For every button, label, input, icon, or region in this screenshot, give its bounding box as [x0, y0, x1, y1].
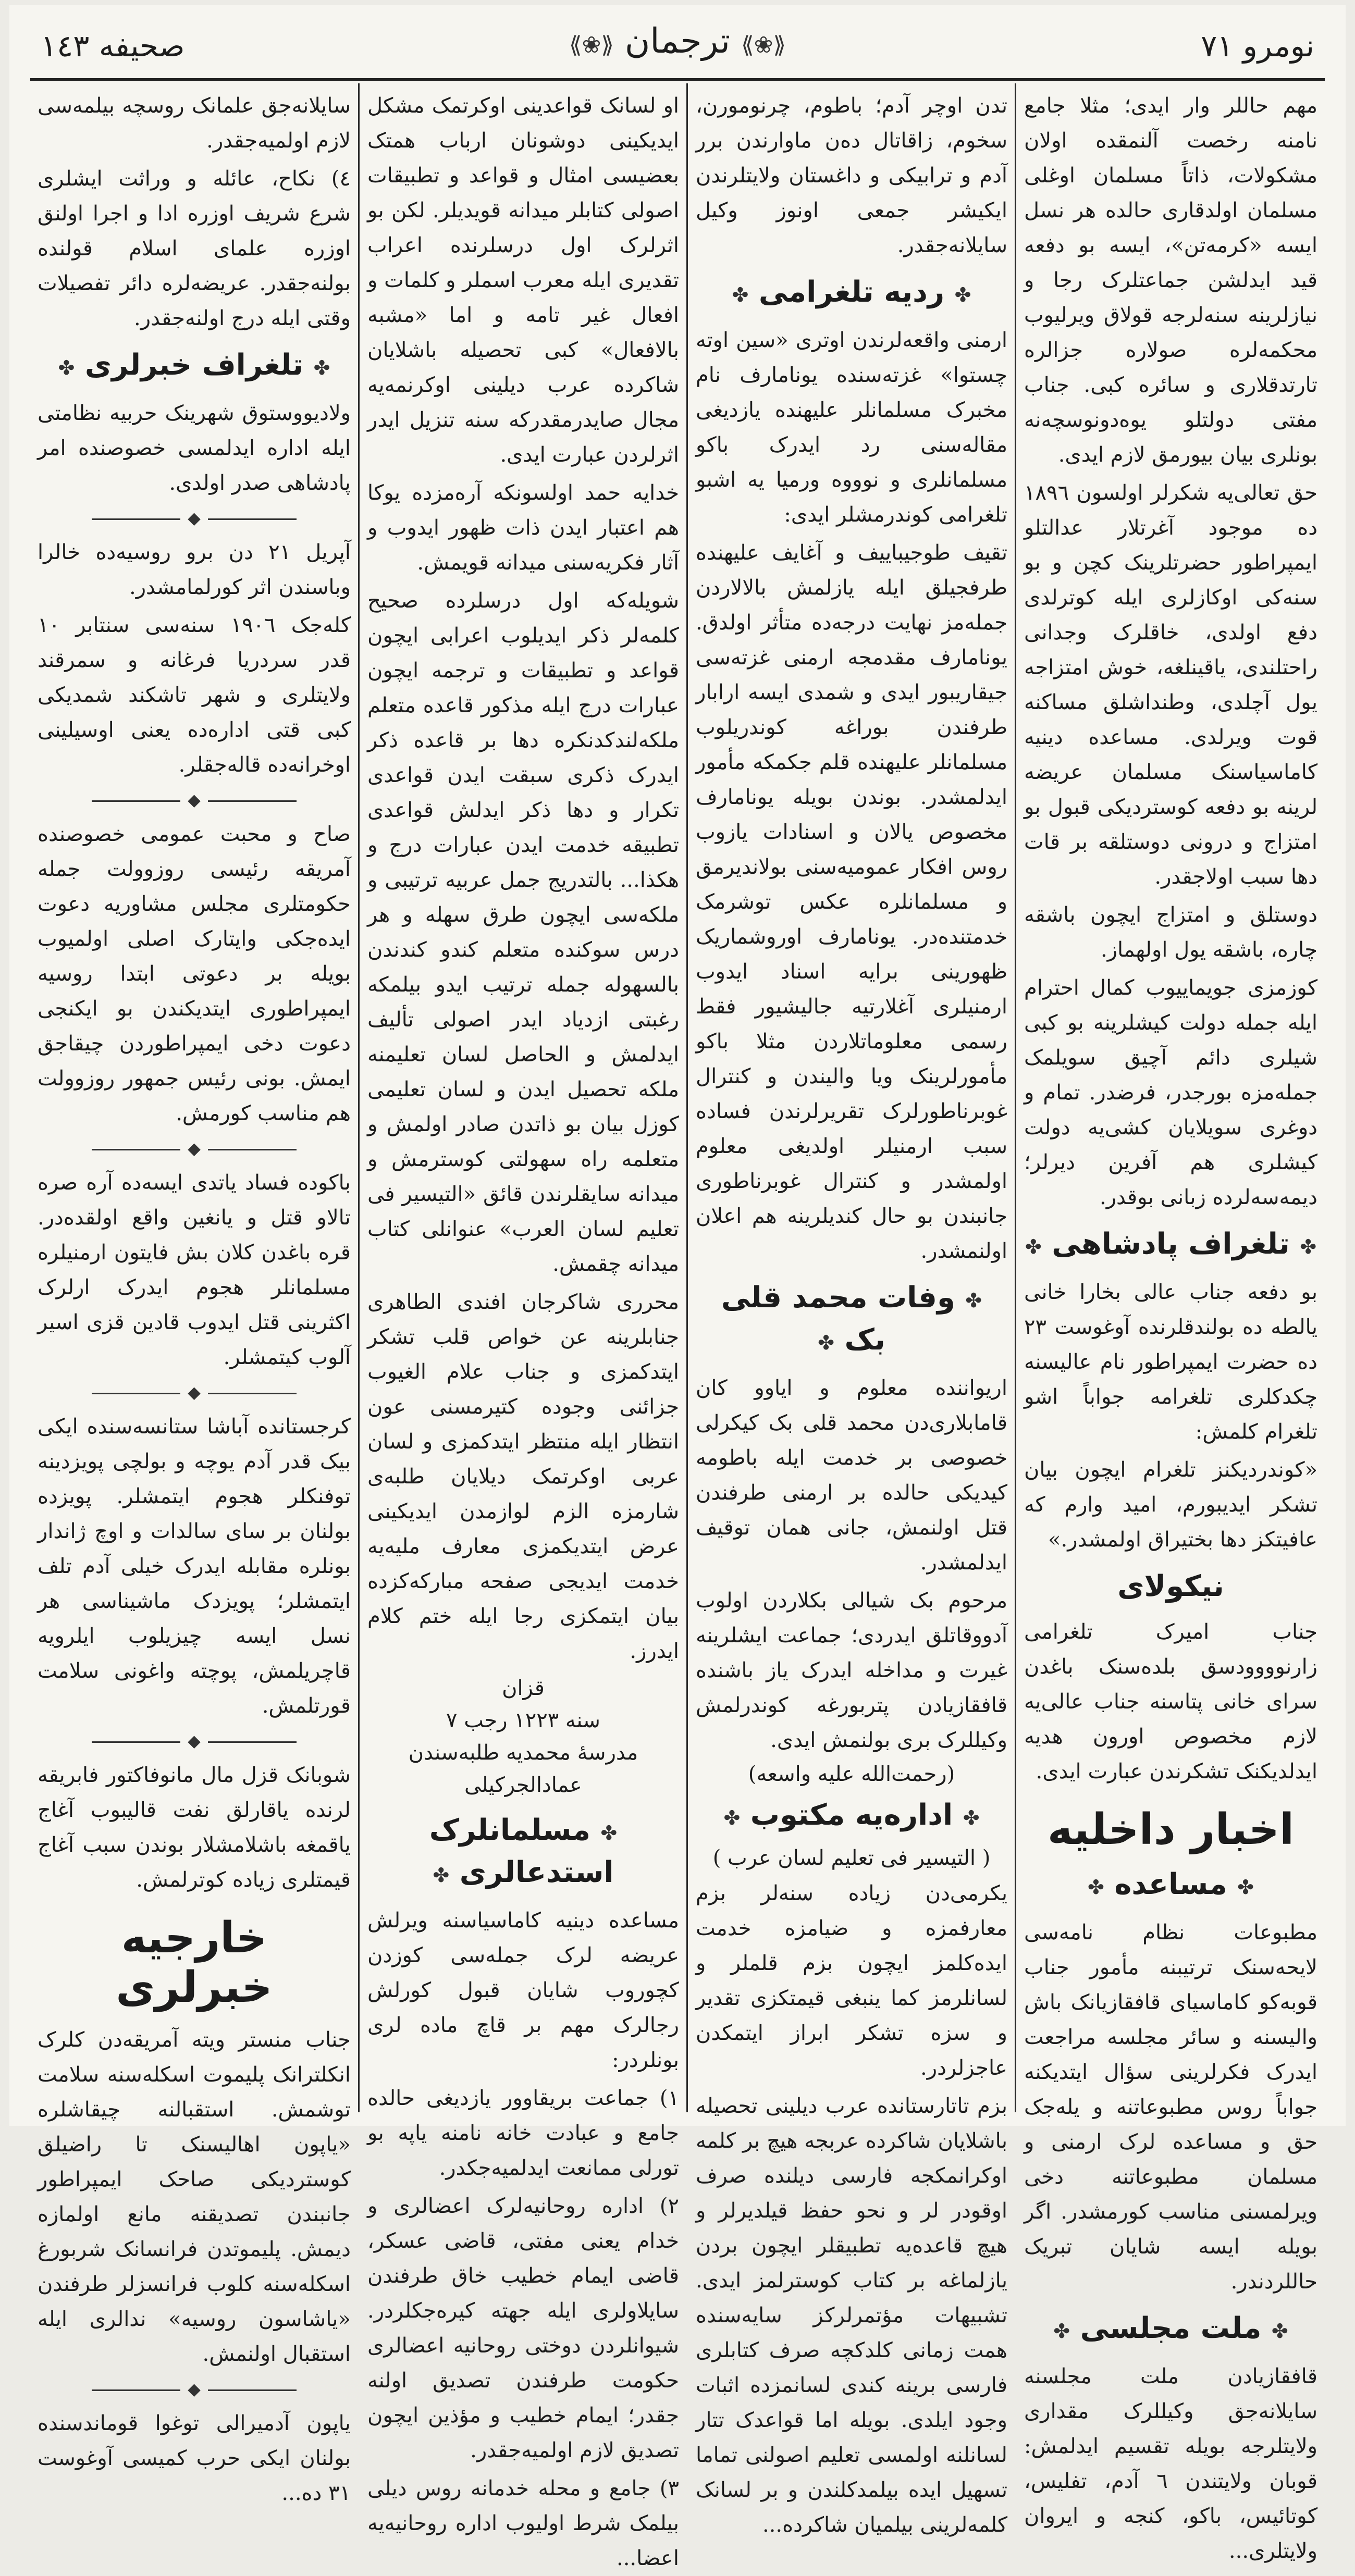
- section-heading-large: اخبار داخلیه: [1047, 1805, 1295, 1854]
- heading-text: مساعده: [1114, 1867, 1227, 1901]
- newspaper-page: [9, 5, 1346, 2570]
- separator: ◆: [38, 508, 351, 528]
- ornament-icon: ✤: [963, 1806, 980, 1829]
- separator: ◆: [38, 1731, 351, 1751]
- section-heading: [696, 1795, 1007, 1838]
- section-heading: [1024, 1865, 1317, 1907]
- column-2: [688, 83, 1015, 2537]
- separator: ◆: [38, 790, 351, 810]
- column-4: [30, 83, 358, 2505]
- section-heading: [367, 1811, 679, 1895]
- article-paragraph: جناب منستر ویته آمریقه‌دن کلرک انکلترانک پلیموت اسکله‌سنه سلامت توشمش. استقبالنه چیقاشلره «یاپون اهالیسنک تا راضیلق کوستردیکی صاحک ایمپراطور جانبندن تصدیقنه مانع اولمازه دیمش. پلیموتدن فرانسانک شربورغ اسکله‌سنه کلوب فرانسزلر طرفندن «یاشاسون روسیه» ندالری ایله استقبال اولنمش.: [38, 2028, 351, 2366]
- article-paragraph: یاپون آدمیرالی توغوا قوماندسنده بولنان ایکی حرب کمیسی آوغوست ٣١ ده...: [38, 2411, 351, 2505]
- article-paragraph: باکوده فساد یاتدی ایسه‌ده آره صره تالاو قتل و یانغین واقع اولقده‌در. قره باغدن کلان بش فایتون ارمنیلره مسلمانلر هجوم ایدرک ارلرک اکثرینی قتل ایدوب قادین قزی اسیر آلوب کیتمشلر.: [38, 1171, 351, 1369]
- article-paragraph: قافقازیادن ملت مجلسنه سایلانه‌جق وکیللرک مقداری ولایتلرجه بویله تقسیم ایدلمش: قوبان ولایتندن ٦ آدم، تفلیس، کوتائیس، باکو، کنجه و ایروان ولایتلری...: [1024, 2364, 1317, 2563]
- signature-name: عمادالجرکیلی: [464, 1773, 582, 1797]
- section-heading-large: خارجیه خبرلری: [116, 1913, 273, 2012]
- article-paragraph: بزم تاتارستانده عرب دیلینی تحصیله باشلایان شاکرده عربجه هیچ بر کلمه اوکرانمکجه فارسی دیلنده صرف اوقودر لر و نحو حفظ قیلدیرلر و هیچ قاعده‌یه تطبیقلر ایچون بردن یازلماغه بر کتاب کوسترلمز ایدی. تشبیهات مؤتمرلرکز سایه‌سنده همت زمانی کلدکچه صرف کتابلری فارسی برینه کندی لسانمزده اثبات وجود ایلدی. بویله اما قواعدک تتار لسانلنه اولمسی تعلیم اصولنی تماما تسهیل ایده بیلمدکلندن و بر لسانک کلمه‌لرینی بیلمیان شاکرده...: [696, 2094, 1007, 2537]
- section-heading: [1024, 2309, 1317, 2351]
- separator: ◆: [38, 1138, 351, 1158]
- article-paragraph: ٣) جامع و محله خدمانه روس دیلی بیلمک شرط اولیوب اداره روحانیه‌یه اعضا...: [367, 2476, 679, 2570]
- article-paragraph: مرحوم بک شیالی بکلاردن اولوب آدووقاتلق ایدردی؛ جماعت ایشلرینه غیرت و مداخله ایدرک یاز باشنده قافقازیادن پتربورغه کوندرلمش وکیللرک بری بولنمش ایدی.: [696, 1589, 1007, 1752]
- article-paragraph: یکرمی‌دن زیاده سنه‌لر بزم معارفمزه و ضیامزه خدمت ایده‌کلمز ایچون بزم قلملر و لسانلرمز کما ینبغی قیمتکزی تقدیر و سزه تشکر ابراز ایتمکدن عاجزلردر.: [696, 1881, 1007, 2080]
- ornament-icon: ✤: [723, 1806, 741, 1829]
- ornament-icon: ✤: [600, 1822, 618, 1844]
- title-text: ترجمان: [624, 21, 731, 61]
- section-heading: [696, 273, 1007, 315]
- article-paragraph: مطبوعات نظام نامه‌سی لایحه‌سنک ترتیبنه مأمور جناب قوبه‌کو کاماسیای قافقازیانک باش والیسنه و سائر مجلسه مراجعت ایدرک فکرلرینی سؤال ایتدیکنه جواباً روس مطبوعاتنه و یله‌جک حق و مساعده لرک ارمنی و مسلمان مطبوعاتنه دخی ویرلمسنی مناسب کورمشدر. اگر بویله ایسه شایان تبریک حاللردندر.: [1024, 1921, 1317, 2294]
- article-paragraph: شویله‌که اول درسلرده صحیح کلمه‌لر ذکر ایدیلوب اعرابی ایچون قواعد و تطبیقات و ترجمه ایچون عبارات درج ایله مذکور قاعده متعلم ملکه‌لندکدنکره دها بر قاعده ذکر ایدرک ذکری سبقت ایدن قواعدی تکرار و دها ذکر ایدلش قواعدی تطبیقه خدمت ایدن عبارات درج و هکذا... بالتدریج جمل عربیه ترتیبی و ملکه‌سی ایچون طرق سهله و هر درس سوکنده متعلم کندو کندندن بالسهوله جمله ترتیب ایدو بیلمکه رغبتی ازدیاد ایدر اصولی تألیف ایدلمش و الحاصل لسان تعلیمنه ملکه تحصیل ایدن و لسان تعلیمی کوزل بیان بو ذاتدن صادر اولمش و متعلمه راه سهولتی کوسترمش و میدانه سایقلرندن قائق «التیسیر فی تعلیم لسان العرب» عنوانلی کتاب میدانه چقمش.: [367, 589, 679, 1276]
- article-paragraph: محرری شاکرجان افندی الطاهری جنابلرینه عن خواص قلب تشکر ایتدکمزی و جناب علام الغیوب جزائنی وجوده کتیرمسنی عون انتظار ایله منتظر ایتدکمزی و لسان عربی اوکرتمک دیلایان طلبه‌ی شارمزه الزم لوازمدن ایدیکینی عرض ایتدیکمزی معارف ملیه‌یه خدمت ایدیجی صفحه مبارکه‌کزده بیان ایتمکزی رجا ایله ختم کلام ایدرز.: [367, 1290, 679, 1663]
- article-paragraph: مهم حاللر وار ایدی؛ مثلا جامع نامنه رخصت آلنمقده اولان مشکولات، ذاتاً مسلمان اوغلی مسلمان اولدقاری حالده هر نسل ایسه «کرمه‌تن»، ایسه بو دفعه قید ایدلشن جماعتلرک رجا و نیازلرینه سنه‌لرجه قولاق ویرلیوب محکمه‌لره صولاره جزالره تارتدقلاری و سائره کبی. جناب مفتی دولتلو یوه‌دونوسچه‌نه بونلری بیان بیورمق لازم ایدی.: [1024, 94, 1317, 467]
- subheading: ( التیسیر فی تعلیم لسان عرب ): [712, 1846, 991, 1870]
- article-paragraph: ١) جماعت بریقاوور یازدیغی حالده جامع و عبادت خانه نامنه یاپه بو تورلی ممانعت ایدلمیه‌جکدر.: [367, 2086, 679, 2180]
- ornament-icon: ✤: [1087, 1876, 1104, 1899]
- article-paragraph: کله‌جک ١٩٠٦ سنه‌سی سنتابر ١٠ قدر سردریا فرغانه و سمرقند ولایتلری و شهر تاشکند شمدیکی کبی قتی اداره‌ده یعنی اوسیلینی اوخرانه‌ده قاله‌جقلر.: [38, 613, 351, 777]
- article-paragraph: صاح و محبت عمومی خصوصنده آمریقه رئیسی روزوولت جمله حکومتلری مجلس مشاوریه دعوت ایده‌جکی وایتارک اصلی اولمیوب بویله بر دعوتی ابتدا روسیه ایمپراطوری ایتدیکندن بو ایکنجی دعوت دخی ایمپراطوردن چیقاجق ایمش. بونی رئیس جمهور روزوولت هم مناسب کورمش.: [38, 822, 351, 1125]
- ornament-icon: ✤: [58, 356, 75, 379]
- article-paragraph: بو دفعه جناب عالی بخارا خانی یالطه ده بولندقلرنده آوغوست ٢٣ ده حضرت ایمپراطور نام عالیسنه چکدکلری تلغرامه جواباً اشو تلغرام کلمش:: [1024, 1280, 1317, 1444]
- separator: ◆: [38, 2379, 351, 2399]
- ornament-icon: ✤: [965, 1289, 982, 1312]
- article-paragraph: حق تعالی‌یه شکرلر اولسون ١٨٩٦ ده موجود آغرتلار عدالتلو ایمپراطور حضرتلرینک کچن و بو سنه‌کی اوکازلری ایله کوترلدی دفع اولدی، خاقلرک وجدانی راحتلندی، یاقینلغه، خوش امتزاجه یول آچلدی، وطنداشلق مساکنه قوت ویرلدی. مساعده دینیه کاماسیاسنک مسلمان عریضه لرینه بو دفعه کوستردیکی قبول بو امتزاج و درونی دوستلقه بر قات دها سبب اولاجقدر.: [1024, 481, 1317, 889]
- heading-text: ملت مجلسی: [1080, 2311, 1262, 2345]
- ornament-icon: ✤: [1025, 1235, 1042, 1258]
- ornament-icon: ✤: [732, 283, 749, 306]
- signature: نیکولای: [1117, 1569, 1224, 1603]
- article-paragraph: کوزمزی جویماییوب کمال احترام ایله جمله دولت کیشلرینه بو کبی شیلری دائم آچیق سویلمک جمله‌مزه بورجدر، فرضدر. تمام و دوغری سویلایان کشی‌یه دولت کیشلری هم آفرین دیرلر؛ دیمه‌سه‌لرده زبانی بوقدر.: [1024, 976, 1317, 1209]
- column-1: [1017, 83, 1325, 2563]
- newspaper-title: [30, 21, 1325, 61]
- article-paragraph: «کوندردیکنز تلغرام ایچون بیان تشکر ایدیبورم، امید وارم که عافیتکز دها بختیراق اولمشدر.»: [1024, 1458, 1317, 1552]
- ornament-icon: ✤: [1237, 1876, 1254, 1899]
- article-paragraph: سایلانه‌جق علمانک روسچه بیلمه‌سی لازم اولمیه‌جقدر.: [38, 94, 351, 153]
- ornament-icon: ✤: [1053, 2320, 1070, 2343]
- section-heading: [1024, 1224, 1317, 1267]
- article-paragraph: آپریل ٢١ دن برو روسیه‌ده خالرا وباسندن اثر کورلمامشدر.: [38, 540, 351, 599]
- article-paragraph: تقیف طوجیباییف و آغایف علیهنده طرفجیلق ایله یازلمش بالالاردن جمله‌مز نهایت درجه‌ده متأثر اولدق. یونامارف مقدمجه ارمنی غزته‌سی جیقاریبور ایدی و شمدی ایسه ارابار طرفندن بوراغه کوندریلوب مسلمانلر علیهنده قلم جکمکه مأمور ایدلمشدر. بوندن بویله یونامارف مخصوص یالان و اسنادات یازوب روس افکار عمومیه‌سنی بولاندیرمق و مسلمانلره عکس توشرمک خدمتنده‌در. یونامارف اوروشماریک ظهورینی برایه اسناد ایدوب ارمنیلری آغلارتیه جالیشیور فقط رسمی معلوماتلاردن مثلا باکو مأمورلرینک ویا والیندن و کنترال غوبرناطورلرک تقریرلرندن فساده سبب ارمنیلر اولدیغی معلوم اولمشدر و کنترال غوبرناطوری جانبندن بو حال کندیلرینه هم اعلان اولنمشدر.: [696, 541, 1007, 1263]
- section-heading: [38, 345, 351, 388]
- heading-text: وفات محمد قلی بک: [721, 1281, 955, 1357]
- article-paragraph: تدن اوچر آدم؛ باطوم، چرنومورن، سخوم، زاقاتال ده‌ن ماوارندن برر آدم و ترابیکی و داغستان ولایتلرندن ایکیشر جمعی اونوز وکیل سایلانه‌جقدر.: [696, 94, 1007, 257]
- ornament-icon: ✤: [954, 283, 971, 306]
- article-paragraph: شوبانک قزل مال مانوفاکتور فابریقه لرنده یاقارلق نفت قالیبوب آغاج یاقمغه باشلامشلار بوندن سبب آغاج قیمتلری زیاده کوترلمش.: [38, 1763, 351, 1892]
- ornament-icon: ✤: [313, 356, 330, 379]
- ornament-icon: ✤: [1300, 1235, 1317, 1258]
- ornament-icon: ✤: [433, 1864, 450, 1887]
- column-3: [360, 83, 686, 2570]
- article-paragraph: ٢) اداره روحانیه‌لرک اعضالری و خدام یعنی مفتی، قاضی عسکر، قاضی ایمام خطیب خاق طرفندن سایلاولری ایله جهته کیره‌جکلردر. شیوانلردن دوختی روحانیه اعضالری حکومت طرفندن تصدیق اولنه جقدر؛ ایمام خطیب و مؤذین ایچون تصدیق لازم اولمیه‌جقدر.: [367, 2194, 679, 2462]
- article-paragraph: او لسانک قواعدینی اوکرتمک مشکل ایدیکینی دوشونان ارباب همتک بعضیسی امثال و قواعد و تطبیقات اصولی کتابلر میدانه قویدیلر. لکن بو اثرلرک اول درسلرنده اعراب تقدیری ایله معرب اسملر و کلمات و افعال غیر تامه و اما «مشبه بالافعال» کبی تحصیله باشلایان شاکرده عرب دیلینی اوکرنمه‌یه مجال صایدرمقدرکه سنه تنزیل ایدر اثرلردن عبارت ایدی.: [367, 94, 679, 467]
- article-paragraph: خدایه حمد اولسونکه آره‌مزده یوکا هم اعتبار ایدن ذات ظهور ایدوب و آثار فکریه‌سنی میدانه قویمش.: [367, 481, 679, 575]
- heading-text: ردیه تلغرامی: [758, 275, 945, 309]
- article-paragraph: اریواننده معلوم و ایاوو کان قامابلاری‌دن محمد قلی بک کیکرلی خصوصی بر خدمت ایله باطومه کیدیکی حالده بر ارمنی طرفندن قتل اولنمش، جانی همان توقیف ایدلمشدر.: [696, 1376, 1007, 1575]
- article-paragraph: دوستلق و امتزاج ایچون باشقه چاره، باشقه یول اولهماز.: [1024, 903, 1317, 962]
- section-heading: [696, 1278, 1007, 1363]
- ornament-icon: ⟪❀⟫: [741, 32, 786, 58]
- issue-number: نومرو ٧١: [1201, 28, 1314, 64]
- article-paragraph: ولادیووستوق شهرینک حربیه نظامتی ایله اداره ایدلمسی خصوصنده امر پادشاهی صدر اولدی.: [38, 401, 351, 495]
- signature-place: قزان: [502, 1676, 545, 1700]
- masthead: [30, 13, 1325, 76]
- heading-text: اداره‌یه مکتوب: [750, 1798, 953, 1832]
- signature-date: سنه ١٢٢٣ رجب ٧: [446, 1708, 600, 1732]
- article-paragraph: ارمنی واقعه‌لرندن اوتری «سین اوته چستوا» غزته‌سنده یونامارف نام مخبرک مسلمانلر علیهنده یازدیغی مقاله‌سنی رد ایدرک باکو مسلمانلری و نوووه ورمیا یه اشبو تلغرامی کوندرمشلر ایدی:: [696, 328, 1007, 527]
- column-divider: [1015, 83, 1016, 2112]
- article-paragraph: ٤) نکاح، عائله و وراثت ایشلری شرع شریف اوزره ادا و اجرا اولنق اوزره علمای اسلام قولنده بولنه‌جقدر. عریضه‌لره دائر تفصیلات وقتی ایله درج اولنه‌جقدر.: [38, 167, 351, 330]
- ornament-icon: ⟪❀⟫: [569, 32, 614, 58]
- column-divider: [686, 83, 688, 2112]
- heading-text: تلغراف خبرلری: [84, 348, 304, 382]
- article-paragraph: کرجستانده آباشا ستانسه‌سنده ایکی بیک قدر آدم یوچه و بولچی پویزدینه توفنکلر هجوم ایتمشلر. پویزده بولنان بر سای سالدات و اوچ ژاندار بونلره مقابله ایدرک خیلی آدم تلف ایتمشلر؛ پویزدک ماشیناسی هر نسل ایسه چیزیلوب ایلرویه قاچریلمش، پوچته واغونی سلامت قورتلمش.: [38, 1415, 351, 1718]
- article-paragraph: مساعده دینیه کاماسیاسنه ویرلش عریضه لرک جمله‌سی کوزدن کچوروب شایان قبول کورلش رجالرک مهم بر قاچ ماده لری بونلردر:: [367, 1909, 679, 2072]
- memorial-note: (رحمت‌الله علیه واسعه): [748, 1762, 955, 1786]
- columns: [30, 83, 1325, 2570]
- column-divider: [358, 83, 360, 2112]
- masthead-rule: [30, 78, 1325, 81]
- page-number: صحیفه ١٤٣: [41, 28, 185, 64]
- heading-text: مسلمانلرک استدعالری: [429, 1813, 614, 1889]
- signature-school: مدرسهٔ محمدیه طلبه‌سندن: [408, 1741, 638, 1765]
- ornament-icon: ✤: [818, 1331, 834, 1354]
- ornament-icon: ✤: [1271, 2320, 1288, 2343]
- separator: ◆: [38, 1382, 351, 1402]
- heading-text: تلغراف پادشاهی: [1052, 1227, 1290, 1261]
- article-paragraph: جناب امیرک تلغرامی زارنوووودسق بلده‌سنک باغدن سرای خانی پتاسنه جناب عالی‌یه لازم مخصوص اورون هدیه ایدلدیکنک تشکرندن عبارت ایدی.: [1024, 1620, 1317, 1784]
